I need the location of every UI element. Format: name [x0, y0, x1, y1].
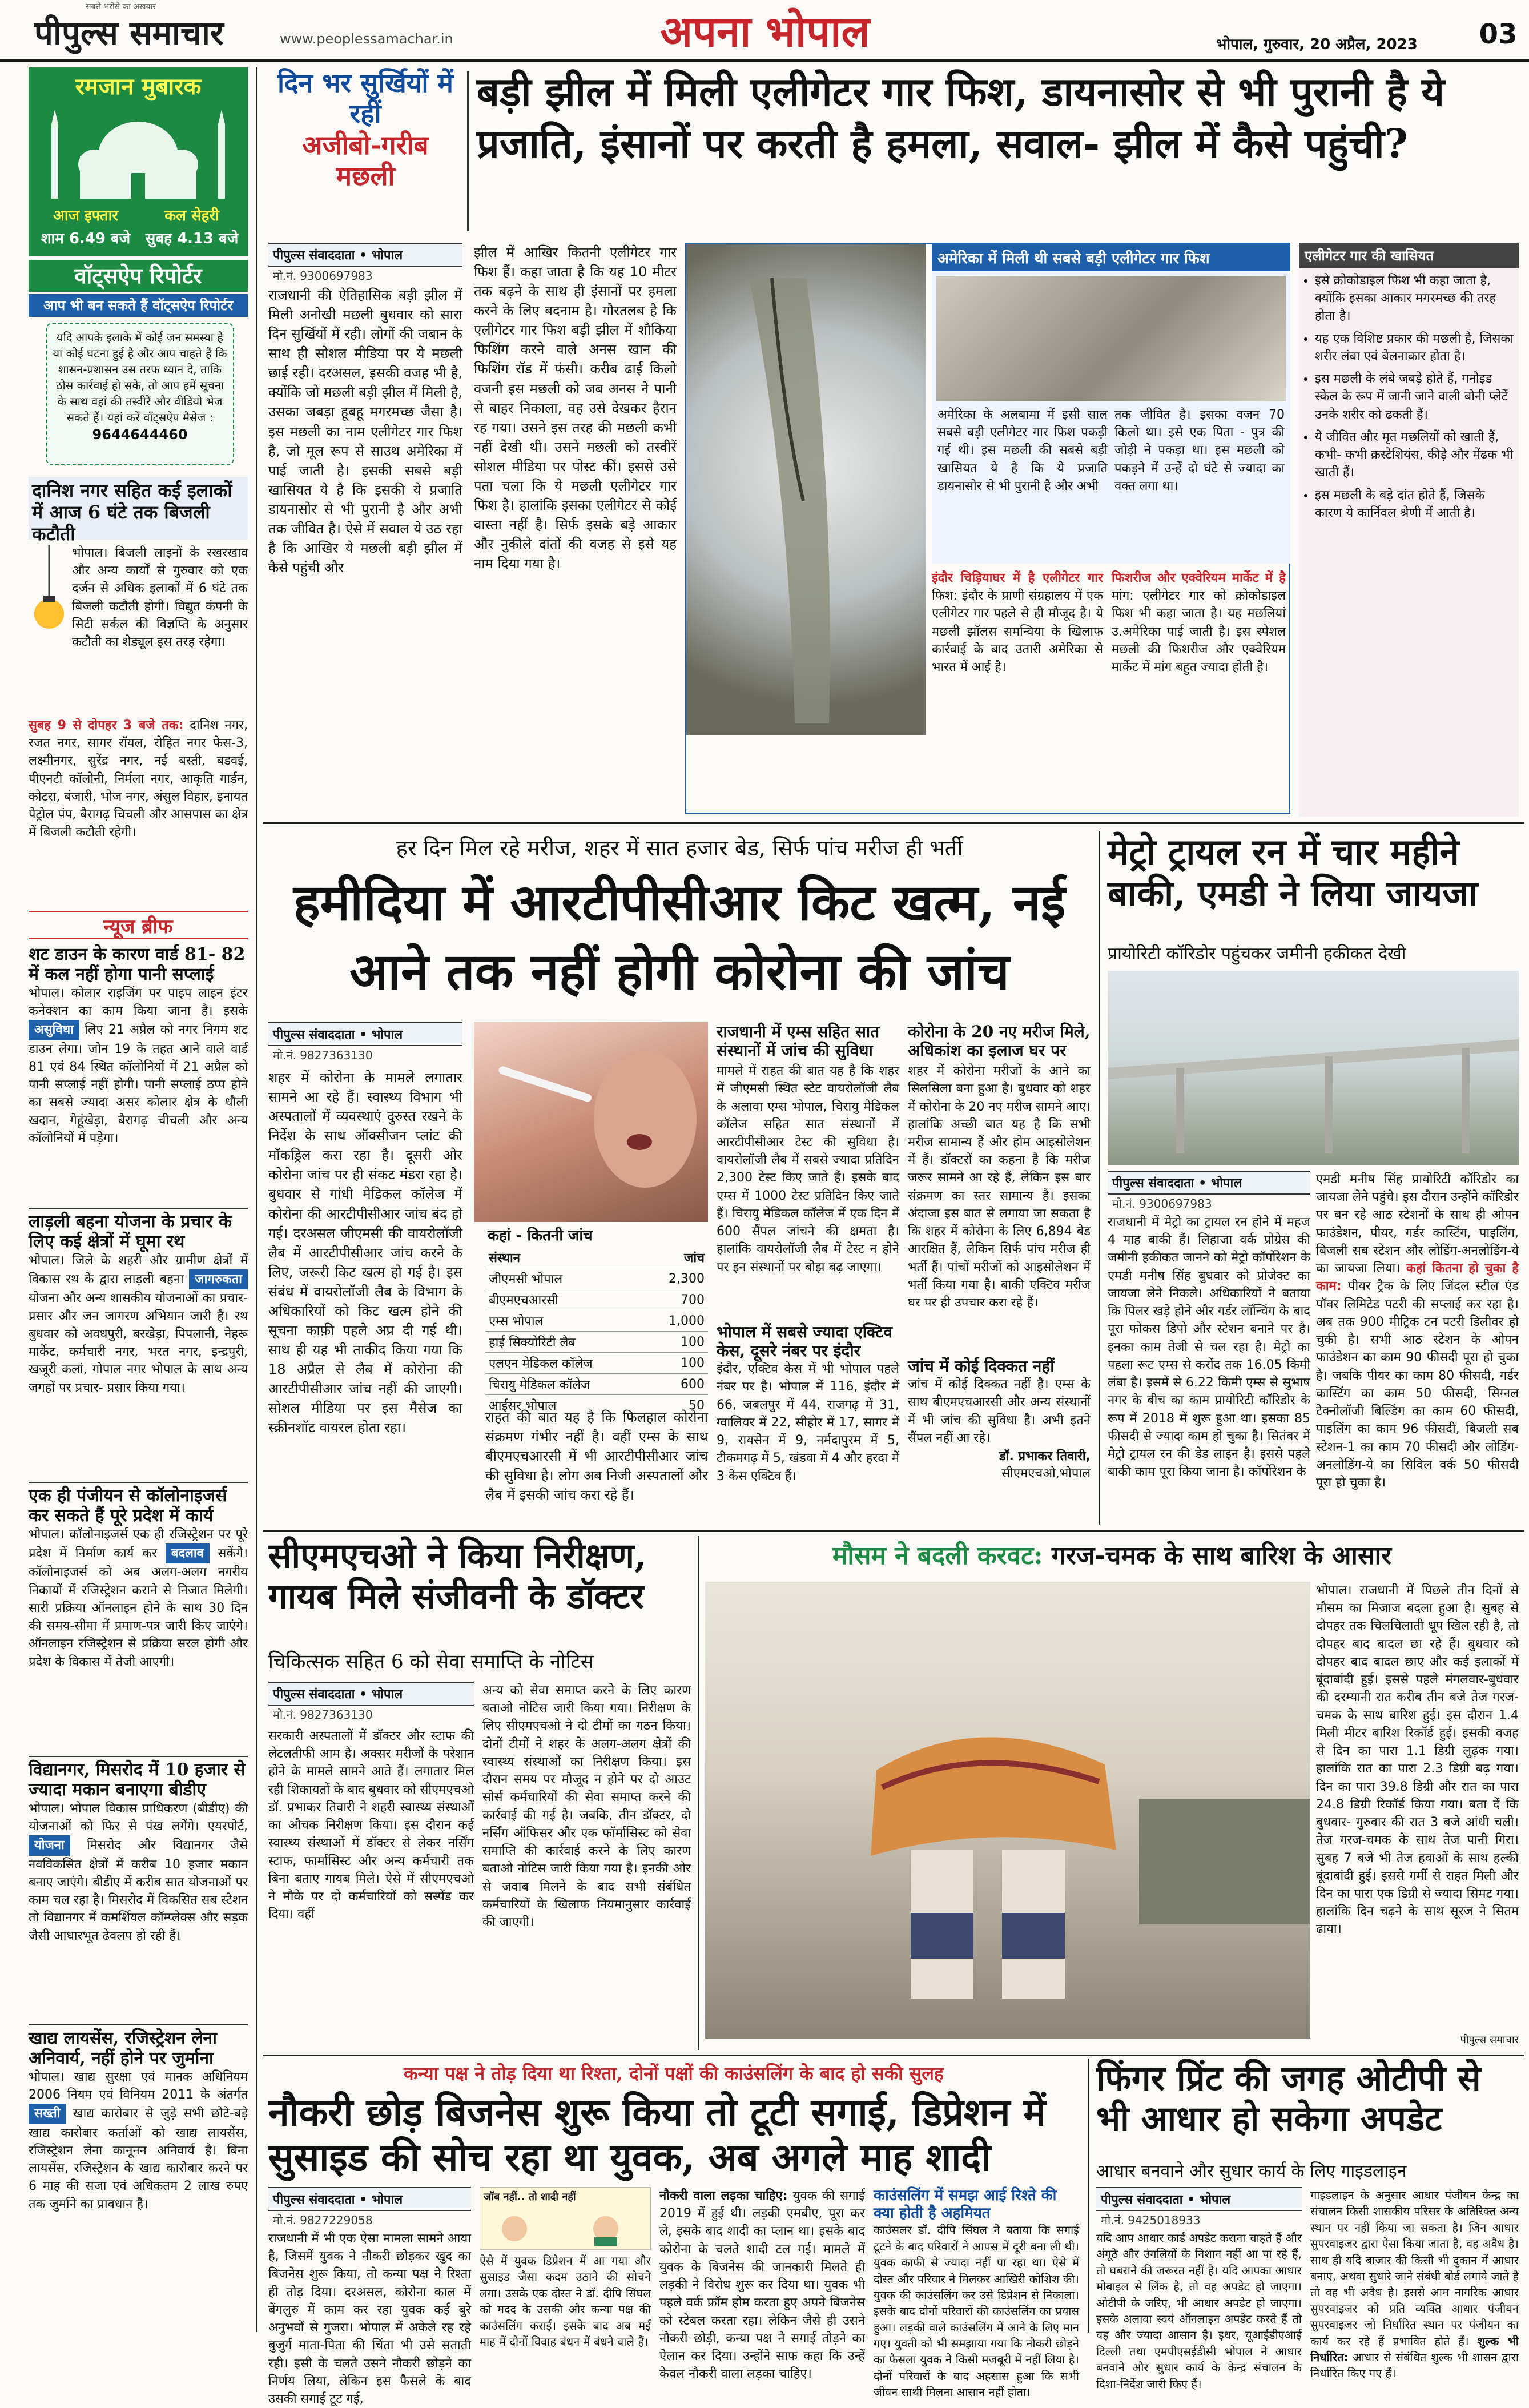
gar-america-text2: तक जीवित है। इसका वजन 70 किलो था। इसे एक पिता - पुत्र की जोड़ी ने पकड़ा था। इस मछली को पकड़ने में उन्हें दो घंटे से ज्यादा का वक्त लगा था। — [1114, 408, 1285, 493]
gar-america-text1: अमेरिका के अलबामा में इसी साल सबसे बड़ी एलीगेटर गार फिश पकड़ी गई थी। इस मछली की सबसे बड़ी खासियत ये है कि ये प्रजाति डायनासोर से भी पुरानी है और अभी — [937, 408, 1108, 493]
brief-item-5 — [29, 2024, 248, 2333]
table-cell: 700 — [646, 1289, 708, 1310]
brief-headline: लाड़ली बहना योजना के प्रचार के लिए कई क्षेत्रों में घूमा रथ — [29, 1212, 232, 1252]
table-row — [485, 1374, 708, 1395]
gar-headline: बड़ी झील में मिली एलीगेटर गार फिश, डायनासोर से भी पुरानी है ये प्रजाति, इंसानों पर करती है हमला, सवाल- झील में कैसे पहुंची? — [477, 68, 1444, 167]
counsel-box — [874, 2187, 1079, 2399]
brief-text: भोपाल। जिले के शहरी और ग्रामीण क्षेत्रों में विकास रथ के द्वारा लाड़ली बहना — [29, 1253, 248, 1287]
brief-text: भोपाल। कोलार राइजिंग पर पाइप लाइन इंटर कनेक्शन का काम किया जाना है। इसके — [29, 986, 248, 1019]
weather-credit: पीपुल्स समाचार — [1460, 2034, 1519, 2046]
cmho-sub: चिकित्सक सहित 6 को सेवा समाप्ति के नोटिस — [268, 1650, 594, 1673]
power-cut-schedule — [29, 717, 248, 905]
aiims-head: राजधानी में एम्स सहित सात संस्थानों में जांच की सुविधा — [717, 1022, 880, 1060]
whatsapp-phone[interactable]: 9644644460 — [92, 427, 188, 443]
table-cell: हाई सिक्योरिटी लैब — [485, 1332, 646, 1353]
brief-item-3 — [29, 1482, 248, 1750]
test-table-box — [485, 1222, 708, 1413]
metro-byline — [1108, 1171, 1310, 1211]
mobile-number: मो.नं. 9827229058 — [273, 2213, 373, 2227]
rishta-headline: नौकरी छोड़ बिजनेस शुरू किया तो टूटी सगाई, डिप्रेशन में सुसाइड की सोच रहा था युवक, अब अगले माह शादी — [268, 2090, 1046, 2180]
gar-kicker — [268, 67, 462, 239]
cmho-byline — [268, 1682, 474, 1722]
table-cell: 100 — [646, 1353, 708, 1374]
gar-divider — [467, 71, 469, 231]
brief-headline: एक ही पंजीयन से कॉलोनाइजर्स कर सकते हैं पूरे प्रदेश में कार्य — [29, 1486, 227, 1526]
table-cell: 100 — [646, 1332, 708, 1353]
mobile-number: मो.नं. 9300697983 — [1112, 1197, 1212, 1211]
brief-text: खाद्य कारोबार से जुड़े सभी छोटे-बड़े खाद्य कारोबार कर्ताओं को खाद्य लायसेंस, रजिस्ट्रेशन लेना कानूनन अनिवार्य है। बिना लायसेंस, रजिस्ट्रेशन के खाद्य कारोबार करने पर 6 माह की सजा एवं अधिकतम 2 लाख रुपए तक जुर्माने का प्रावधान है। — [29, 2107, 248, 2212]
table-cell: जीएमसी भोपाल — [485, 1268, 646, 1289]
test-table — [485, 1247, 708, 1416]
metro-col2-text: एमडी मनीष सिंह प्रायोरिटी कॉरिडोर का जायजा लेने पहुंचे। इस दौरान उन्होंने कॉरिडोर पर बन रहे आठ स्टेशनों के साथ ही ओपन फाउंडेशन, पीयर, गर्डर कास्टिंग, पाइलिंग, बिजली सब स्टेशन और लोडिंग-अनलोडिंग-ये का जायजा लिया। — [1316, 1172, 1519, 1276]
brief-tag: बदलाव — [166, 1543, 210, 1563]
quote-head: जांच में कोई दिक्कत नहीं — [908, 1357, 1055, 1376]
weather-heading — [705, 1536, 1519, 1576]
brief-tag: जागरुकता — [189, 1269, 248, 1289]
masthead — [0, 0, 1529, 62]
rishta-kicker: कन्या पक्ष ने तोड़ दिया था रिश्ता, दोनों पक्षों की काउंसलिंग के बाद हो सकी सुलह — [404, 2063, 944, 2084]
aadhaar-col2-text: गाइडलाइन के अनुसार आधार पंजीयन केन्द्र का संचालन किसी शासकीय परिसर के अतिरिक्त अन्य स्थान पर नहीं किया जा सकता है। जिन आधार सुपरवाइजर द्वारा ऐसा किया जाता है, वह अवैध है। साथ ही यदि बाजार की किसी भी दुकान में आधार बनाए, अथवा सुधारे जाने संबंधी बोर्ड लगाये जाते है तो वह भी अवैध है। इससे आम नागरिक आधार सुपरवाइजर को प्रति व्यक्ति आधार पंजीयन सुपरवाइजर जो निर्धारित स्थान पर पंजीयन का कार्य कर रहे हैं प्रभावित होते हैं। — [1310, 2188, 1519, 2348]
mobile-number: मो.नं. 9425018933 — [1101, 2213, 1201, 2227]
table-row — [485, 1268, 708, 1289]
brief-text: भोपाल। भोपाल विकास प्राधिकरण (बीडीए) की योजनाओं को फिर से पंख लगेंगे। एयरपोर्ट, — [29, 1802, 248, 1834]
table-cell: 1,000 — [646, 1310, 708, 1332]
rtpcr-kicker: हर दिन मिल रहे मरीज, शहर में सात हजार बेड, सिर्फ पांच मरीज ही भर्ती — [396, 835, 963, 861]
table-cell: बीएमएचआरसी — [485, 1289, 646, 1310]
metro-col2-b: पीयर ट्रैक के लिए जिंदल स्टील एंड पॉवर लिमिटेड पटरी की सप्लाई कर रहा है। अब तक 900 मीट्रिक टन पटरी डिलीवर हो चुकी है। सभी आठ स्टेशन के ओपन फाउंडेशन का काम 90 फीसदी पूरा हो चुका है। जबकि पीयर का काम 80 फीसदी, गर्डर कास्टिंग का काम 50 फीसदी, सिग्नल टेक्नोलॉजी बिल्डिंग का काम 60 फीसदी, पाइलिंग का काम 96 फीसदी, बिजली सब स्टेशन-1 का काम 70 फीसदी और लोडिंग-अनलोडिंग-ये का सिविल वर्क 50 फीसदी पूरा हो चुका है। — [1316, 1279, 1519, 1490]
quote-text: जांच में कोई दिक्कत नहीं है। एम्स के साथ बीएमएचआरसी और अन्य संस्थानों में भी जांच की सुविधा है। अभी इतने सैंपल नहीं आ रहे। — [908, 1377, 1091, 1445]
new-cases-box — [908, 1022, 1091, 1525]
cmho-col1: सरकारी अस्पतालों में डॉक्टर और स्टाफ की लेटलतीफी आम है। अक्सर मरीजों के परेशान होने के मामले सामने आते हैं। लगातार मिल रही शिकायतों के बाद बुधवार को सीएमएचओ डॉ. प्रभाकर तिवारी ने शहरी स्वास्थ्य संस्थाओं का औचक निरीक्षण किया। इस दौरान कई स्वास्थ्य संस्थाओं में डॉक्टर से लेकर नर्सिंग स्टाफ, फार्मासिस्ट और अन्य कर्मचारी तक बिना बताए गायब मिले। ऐसे में सीएमएचओ ने मौके पर दो कर्मचारियों को सस्पेंड कर दिया। वहीं — [268, 1729, 474, 1922]
brief-tag: योजना — [29, 1835, 70, 1855]
brief-tag: असुविधा — [29, 1020, 79, 1040]
gar-features — [1299, 243, 1519, 817]
indore-text: फिश: इंदौर के प्राणी संग्रहालय में एक एलीगेटर गार पहले से ही मौजूद है। ये मछली झॉलस समन्विया के खिलाफ कार्रवाई के बाद उतारी अमेरिका से भारत में आई है। — [932, 589, 1103, 675]
hand-fish-photo — [936, 276, 1286, 401]
weather-kicker: मौसम ने बदली करवट: — [832, 1541, 1043, 1570]
table-cell: 50 — [646, 1395, 708, 1416]
lower-rule — [263, 2055, 1524, 2056]
whatsapp-text: यदि आपके इलाके में कोई जन समस्या है या कोई घटना हुई है और आप चाहते हैं कि शासन-प्रशासन उस तरफ ध्यान दे, ताकि ठोस कार्रवाई हो सके, तो आप हमें सूचना के साथ वहां की तस्वीरें और वीडियो भेज सकते हैं। यहां करें वॉट्सऐप मैसेज : — [53, 331, 227, 424]
quote-by: डॉ. प्रभाकर तिवारी, — [999, 1449, 1091, 1464]
quote-role: सीएमएचओ,भोपाल — [1001, 1466, 1091, 1481]
rtpcr-col1: शहर में कोरोना के मामले लगातार सामने आ रहे हैं। स्वास्थ्य विभाग भी अस्पतालों में व्यवस्थाएं दुरुस्त रखने के निर्देश के साथ ऑक्सीजन प्लांट की मॉकड्रिल करा रहा है। दूसरी ओर कोरोना जांच पर ही संकट मंडरा रहा है। बुधवार से गांधी मेडिकल कॉलेज में कोरोना की आरटीपीसीआर जांच बंद हो गई। दरअसल जीएमसी की वायरोलॉजी लैब में आरटीपीसीआर जांच करने के लिए, जरूरी किट खत्म हो गई है। इस संबंध में वायरोलॉजी लैब के विभाग के अधिकारियों को किट खत्म होने की सूचना काफ़ी पहले अप्र दी गई थी। साथ ही यह भी ताकीद किया गया कि 18 अप्रैल से लैब में कोरोना की आरटीपीसीआर जांच नहीं की जाएगी। सोशल मीडिया पर इस मैसेज का स्क्रीनशॉट वायरल होता रहा। — [268, 1070, 462, 1436]
gar-feature: • यह एक विशिष्ट प्रकार की मछली है, जिसका शरीर लंबा एवं बेलनाकार होता है। — [1315, 330, 1514, 365]
rishta-col1: राजधानी में भी एक ऐसा मामला सामने आया है, जिसमें युवक ने नौकरी छोड़कर खुद का बिजनेस शुरू किया, तो कन्या पक्ष ने रिश्ता ही तोड़ दिया। दरअसल, कोरोना काल में बेंगलुरु में काम कर रहा युवक कई बुरे अनुभवों से गुजरा। भोपाल में अकेले रह रहे बुजुर्ग माता-पिता की चिंता भी उसे सताती रही। इसी के चलते उसने नौकरी छोड़ने का निर्णय लिया, लेकिन इस फैसले के बाद उसकी सगाई टूट गई, — [268, 2232, 471, 2407]
byline: पीपुल्स संवाददाता • भोपाल — [1108, 1171, 1310, 1195]
byline: पीपुल्स संवाददाता • भोपाल — [268, 1022, 462, 1046]
table-cell: 600 — [646, 1374, 708, 1395]
new-cases-head: कोरोना के 20 नए मरीज मिले, अधिकांश का इलाज घर पर — [908, 1022, 1091, 1060]
mobile-number: मो.नं. 9827363130 — [273, 1708, 373, 1722]
table-row — [485, 1332, 708, 1353]
ramzan-box — [29, 67, 248, 256]
brief-text: सकेंगे। कॉलोनाइजर्स को अब अलग-अलग नगरीय निकायों में रजिस्ट्रेशन कराने से निजात मिलेगी। सारी प्रक्रिया ऑनलाइन होने के साथ 30 दिन की समय-सीमा में प्रमाण-पत्र जारी किए जाएंगे। ऑनलाइन रजिस्ट्रेशन से प्रक्रिया सरल होगी और प्रदेश के विकास में तेजी आएगी। — [29, 1546, 248, 1669]
news-brief-title: न्यूज ब्रीफ — [29, 911, 248, 939]
rtpcr-byline — [268, 1022, 462, 1062]
masthead-url[interactable]: www.peoplessamachar.in — [280, 31, 453, 47]
left-column-rule — [256, 67, 257, 2332]
metro-column-rule — [1099, 831, 1100, 1525]
schedule-text: दानिश नगर, रजत नगर, सागर रॉयल, रोहित नगर फेस-3, लक्ष्मीनगर, सुरेंद्र नगर, नई बस्ती, बडवई, पीएनटी कॉलोनी, निर्मला नगर, आकृति गार्डन, कोटरा, बंजारी, भोज नगर, अंसुल विहार, इनायत पेट्रोल पंप, बैरागढ़ चिचली और आसपास का क्षेत्र में बिजली कटौती रहेगी। — [29, 718, 248, 840]
active-text: इंदौर, एक्टिव केस में भी भोपाल पहले नंबर पर है। भोपाल में 116, इंदौर में 66, जबलपुर में 44, राजगढ़ में 31, ग्वालियर में 22, सीहोर में 17, सागर में 9, रायसेन में 9, नर्मदापुरम में 5, टीकमगढ़ में 5, खंडवा में 4 और हरदा में 3 केस एक्टिव हैं। — [717, 1362, 899, 1484]
gar-america-title: अमेरिका में मिली थी सबसे बड़ी एलीगेटर गार फिश — [932, 244, 1290, 271]
gar-kicker-line2: अजीबो-गरीब मछली — [302, 129, 429, 191]
gar-byline — [268, 243, 462, 283]
power-cut-body: भोपाल। बिजली लाइनों के रखरखाव और अन्य कार्यों से गुरुवार को एक दर्जन से अधिक इलाकों में 6 घंटे तक बिजली कटौती होगी। विद्युत कंपनी के सिटी सर्कल की विज्ञप्ति के अनुसार कटौती का शेड्यूल इस तरह रहेगा। — [72, 546, 248, 650]
brief-headline: विद्यानगर, मिसरोद में 10 हजार से ज्यादा मकान बनाएगा बीडीए — [29, 1760, 246, 1800]
news-brief — [29, 911, 248, 2333]
weather-column-rule — [698, 1536, 699, 2050]
power-cut-story — [29, 477, 248, 905]
gar-feature: • ये जीवित और मृत मछलियों को खाती हैं, कभी- कभी क्रस्टेशियंस, कीड़े और मेंढक भी खाती हैं। — [1315, 428, 1514, 482]
metro-col2-bold: कहां कितना हो चुका है काम: — [1316, 1261, 1519, 1294]
brief-headline: खाद्य लायसेंस, रजिस्ट्रेशन लेना अनिवार्य, नहीं होने पर जुर्माना — [29, 2028, 217, 2068]
rishta-side — [659, 2187, 865, 2382]
gar-kicker-line1: दिन भर सुर्खियों में रहीं — [277, 67, 453, 130]
brief-text: भोपाल। कॉलोनाइजर्स एक ही रजिस्ट्रेशन पर पूरे प्रदेश में निर्माण कार्य कर — [29, 1527, 248, 1561]
bulb-icon — [32, 545, 66, 660]
brief-item-2 — [29, 1208, 248, 1476]
sehri-label: कल सेहरी — [164, 207, 219, 224]
table-cell: एलएन मेडिकल कॉलेज — [485, 1353, 646, 1374]
byline: पीपुल्स संवाददाता • भोपाल — [268, 1682, 474, 1706]
rishta-side-head: नौकरी वाला लड़का चाहिए: — [659, 2189, 788, 2203]
brief-item-1 — [29, 945, 248, 1196]
test-table-title: कहां - कितनी जांच — [488, 1227, 593, 1244]
cartoon-speech: जॉब नहीं.. तो शादी नहीं — [484, 2191, 576, 2203]
table-cell: एम्स भोपाल — [485, 1310, 646, 1332]
weather-text: भोपाल। राजधानी में पिछले तीन दिनों से मौसम का मिजाज बदला हुआ है। सुबह से दोपहर तक चिलचिलाती धूप खिल रही है, तो दोपहर बाद बादल छा रहे हैं। बुधवार को दोपहर बाद बादल छाए और कई इलाकों में बूंदाबांदी हुई। इससे पहले मंगलवार-बुधवार की दरम्यानी रात करीब तीन बजे तेज गरज-चमक के साथ बारिश हुई। इस दौरान 1.4 मिली मीटर बारिश रिकॉर्ड हुई। इसकी वजह से दिन का पारा 1.1 डिग्री लुढ़क गया। हालांकि रात का पारा 2.3 डिग्री बढ़ गया। दिन का पारा 39.8 डिग्री और रात का पारा 24.8 डिग्री रिकॉर्ड किया गया। बता दें कि बुधवार- गुरुवार की रात 3 बजे आंधी चली। तेज गरज-चमक के साथ तेज पानी गिरा। सुबह 7 बजे भी तेज हवाओं के साथ हल्की बूंदाबांदी हुई। इससे गर्मी से राहत मिली और दिन का पारा एक डिग्री से ज्यादा सिमट गया। हालांकि दिन चढ़ने के साथ सूरज ने सितम ढाया। — [1316, 1583, 1519, 1937]
gar-feature: • इसे क्रोकोडाइल फिश भी कहा जाता है, क्योंकि इसका आकार मगरमच्छ की तरह होता है। — [1315, 272, 1514, 325]
whatsapp-box — [29, 260, 248, 471]
cmho-col2: अन्य को सेवा समाप्त करने के लिए कारण बताओ नोटिस जारी किया गया। निरीक्षण के लिए सीएमएचओ ने दो टीमों का गठन किया। दोनों टीमों ने शहर के अलग-अलग क्षेत्रों की स्वास्थ्य संस्थाओं का निरीक्षण किया। इस दौरान समय पर मौजूद न होने पर दो आउट सोर्स कर्मचारियों की सेवा समाप्त करने की कार्रवाई की गई है। जबकि, तीन डॉक्टर, दो नर्सिंग ऑफिसर और एक फॉर्मासिस्ट को सेवा समाप्ति की कार्रवाई करने के लिए कारण बताओ नोटिस जारी किया गया है। इनकी ओर से जवाब मिलने के बाद सभी संबंधित कर्मचारियों के खिलाफ नियमानुसार कार्रवाई की जाएगी। — [482, 1683, 691, 1930]
weather-headline: गरज-चमक के साथ बारिश के आसार — [1051, 1541, 1391, 1570]
cartoon — [480, 2187, 651, 2250]
brief-text: लिए 21 अप्रैल को नगर निगम शट डाउन लेगा। जोन 19 के तहत आने वाले वार्ड 81 एवं 84 स्थित कॉलोनियों में 21 अप्रैल को पानी सप्लाई नहीं होगी। पानी सप्लाई ठप्प होने का सबसे ज्यादा असर कोलार क्षेत्र के धौली खदान, गेहूंखेड़ा, बैरागढ़ चीचली और अन्य कॉलोनियों में पड़ेगा। — [29, 1023, 248, 1145]
table-cell: चिरायु मेडिकल कॉलेज — [485, 1374, 646, 1395]
gar-feature: • इस मछली के बड़े दांत होते हैं, जिसके कारण ये कार्निवल श्रेणी में आती है। — [1315, 487, 1514, 522]
weather-illustration — [705, 1582, 1310, 2039]
aadhaar-column-rule — [1088, 2059, 1089, 2333]
gar-america-box — [932, 244, 1290, 564]
whatsapp-title: वॉट्सऐप रिपोर्टर — [29, 260, 248, 292]
sehri-time: सुबह 4.13 बजे — [145, 230, 239, 247]
byline: पीपुल्स संवाददाता • भोपाल — [268, 243, 462, 267]
aadhaar-fee-text: आधार से संबंधित शुल्क भी शासन द्वारा निर्धारित किए गए हैं। — [1310, 2350, 1519, 2381]
active-head: भोपाल में सबसे ज्यादा एक्टिव केस, दूसरे नंबर पर इंदौर — [717, 1322, 892, 1361]
indore-head: इंदौर चिड़ियाघर में है एलीगेटर गार — [932, 571, 1103, 585]
aiims-box — [717, 1022, 899, 1525]
table-row — [485, 1310, 708, 1332]
aadhaar-byline — [1096, 2187, 1302, 2227]
table-cell: 2,300 — [646, 1268, 708, 1289]
fish-illustration — [686, 244, 926, 735]
brief-headline: शट डाउन के कारण वार्ड 81- 82 में कल नहीं होगा पानी सप्लाई — [29, 944, 246, 984]
weather-photo — [705, 1582, 1310, 2039]
swab-illustration — [474, 1022, 708, 1222]
page-number: 03 — [1479, 18, 1518, 50]
byline: पीपुल्स संवाददाता • भोपाल — [268, 2187, 471, 2211]
metro-headline: मेट्रो ट्रायल रन में चार महीने बाकी, एमडी ने लिया जायजा — [1108, 831, 1478, 915]
brief-text: योजना और अन्य शासकीय योजनाओं का प्रचार-प्रसार और जन जागरण अभियान जारी है। रथ बुधवार को अवधपुरी, बरखेड़ा, पिपलानी, नेहरू मार्केट, कर्मचारी नगर, भरत नगर, इन्द्रपुरी, खजूरी कलां, गोपाल नगर भोपाल के साथ अन्य जगहों पर प्रचार- प्रसार किया गया। — [29, 1291, 248, 1395]
byline: पीपुल्स संवाददाता • भोपाल — [1096, 2187, 1302, 2211]
swab-photo — [474, 1022, 708, 1222]
gar-features-title: एलीगेटर गार की खासियत — [1299, 243, 1519, 268]
brief-item-4 — [29, 1756, 248, 2019]
metro-col2 — [1316, 1171, 1519, 1525]
rishta-side-text: युवक की सगाई 2019 में हुई थी। लड़की एमबीए, पूरा कर ले, इसके बाद शादी का प्लान था। इसके बाद कोरोना के चलते शादी टल गई। मामले में युवक के बिजनेस की जानकारी मिलते ही लड़की ने विरोध शुरू कर दिया था। युवक भी पहले वर्क फ्रॉम होम करता हुए अपने बिजनेस को स्टेबल करता रहा। लेकिन जैसे ही उसने नौकरी छोड़ी, कन्या पक्ष ने सगाई तोड़ने का ऐलान कर दिया। उन्होंने साफ कहा कि उन्हें केवल नौकरी वाला लड़का चाहिए। — [659, 2189, 865, 2382]
iftar-label: आज इफ्तार — [53, 207, 118, 224]
new-cases-text: शहर में कोरोना मरीजों के आने का सिलसिला बना हुआ है। बुधवार को शहर में कोरोना के 20 नए मरीज सामने आए। हालांकि अच्छी बात यह है कि सभी मरीज सामान्य हैं और होम आइसोलेशन में हैं। डॉक्टरों का कहना है कि मरीज जरूर सामने आ रहे हैं, लेकिन इस बार संक्रमण का स्तर सामान्य है। इसका अंदाजा इस बात से लगाया जा सकता है कि शहर में कोरोना के लिए 6,894 बेड आरक्षित हैं, लेकिन सिर्फ पांच मरीज ही भर्ती हैं। पांचों मरीजों को आइसोलेशन में भर्ती किया गया है। बाकी एक्टिव मरीज घर पर ही उपचार करा रहे हैं। — [908, 1064, 1091, 1310]
metro-sub: प्रायोरिटी कॉरिडोर पहुंचकर जमीनी हकीकत देखी — [1108, 944, 1406, 964]
whatsapp-body — [46, 323, 234, 465]
fish-photo — [686, 244, 926, 735]
mobile-number: मो.नं. 9300697983 — [273, 269, 373, 283]
table-header: संस्थान — [485, 1247, 646, 1268]
brief-text: मिसरोद और विद्यानगर जैसे नवविकसित क्षेत्रों में करीब 10 हजार मकान बनाए जाएंगे। बीडीए में करीब सात योजनाओं पर काम चल रहा है। मिसरोद में विकसित सब स्टेशन तो विद्यानगर में कमर्शियल कॉम्प्लेक्स और सड़क जैसी आधारभूत ढेवलप हो रही हैं। — [29, 1838, 248, 1943]
mosque-icon — [40, 102, 236, 199]
counsel-text: काउंसलर डॉ. दीपि सिंघल ने बताया कि सगाई टूटने के बाद परिवारों ने आपस में दूरी बना ली थी। युवक काफी से ज्यादा नहीं पा रहा था। ऐसे में दोस्त और परिवार ने मिलकर आखिरी कोशिश की। युवक की काउंसलिंग कर उसे डिप्रेशन से निकाला। इसके बाद दोनों परिवारों की काउंसलिंग का प्रयास हुआ। लड़की वाले काउंसलिंग में आने के लिए मान गए। युवती को भी समझाया गया कि नौकरी छोड़ने का फैसला युवक ने किसी मजबूरी में नहीं लिया है। दोनों परिवारों के बाद अहसास हुआ कि सभी जीवन साथी मिलना आसान नहीं होता। — [874, 2223, 1079, 2399]
counsel-head: काउंसलिंग में समझ आई रिश्ते की क्या होती है अहमियत — [874, 2187, 1057, 2222]
fishery-head: फिशरीज और एक्वेरियम मार्केट में है — [1112, 571, 1286, 585]
aadhaar-headline: फिंगर प्रिंट की जगह ओटीपी से भी आधार हो सकेगा अपडेट — [1096, 2059, 1481, 2139]
ramzan-title: रमजान मुबारक — [75, 73, 202, 100]
aadhaar-col2 — [1310, 2187, 1519, 2381]
cmho-headline: सीएमएचओ ने किया निरीक्षण, गायब मिले संजीवनी के डॉक्टर — [268, 1536, 646, 1617]
rishta-byline — [268, 2187, 471, 2227]
table-header: जांच — [646, 1247, 708, 1268]
gar-bottom-rule — [263, 822, 1524, 824]
mobile-number: मो.नं. 9827363130 — [273, 1048, 373, 1062]
gar-photo-box — [685, 243, 1290, 814]
whatsapp-sub: आप भी बन सकते हैं वॉट्सऐप रिपोर्टर — [29, 294, 248, 317]
section-title: अपना भोपाल — [660, 7, 870, 57]
brief-text: भोपाल। खाद्य सुरक्षा एवं मानक अधिनियम 2006 नियम एवं विनियम 2011 के अंतर्गत — [29, 2070, 248, 2103]
metro-col1: राजधानी में मेट्रो का ट्रायल रन होने में महज 4 माह बाकी हैं। लिहाजा वर्क प्रोग्रेस की जमीनी हकीकत जानने को मेट्रो कॉर्पोरेशन के एमडी मनीष सिंह बुधवार को प्रोजेक्ट का जायजा लेने निकले। अधिकारियों ने बताया कि पिलर खड़े होने और गर्डर लॉन्चिंग के बाद पूरा फोकस डिपो और स्टेशन बनाने पर है। इनका काम तेजी से चल रहा है। मेट्रो का पहला रूट एम्स से करोंद तक 16.05 किमी लंबा है। इसमें से 6.22 किमी एम्स से सुभाष नगर के बीच का काम प्रायोरिटी कॉरिडोर के रूप में 2018 में शुरू हुआ था। इसका 85 फीसदी से ज्यादा काम हो चुका है। सितंबर में मेट्रो ट्रायल रन की डेड लाइन है। इससे पहले बाकी काम पूरा किया जाना है। कॉर्पोरेशन के — [1108, 1215, 1310, 1480]
masthead-logo: पीपुल्स समाचार — [34, 14, 224, 53]
rtpcr-col2: राहत की बात यह है कि फिलहाल कोरोना संक्रमण गंभीर नहीं है। वहीं एम्स के साथ बीएमएचआरसी में भी आरटीपीसीआर जांच की सुविधा है। लोग अब निजी अस्पतालों और लैब में इसकी जांच करा रहे हैं। — [485, 1409, 708, 1504]
fishery-box — [1112, 569, 1286, 741]
cartoon-figures-icon — [480, 2206, 651, 2246]
table-cell: आईसर भोपाल — [485, 1395, 646, 1416]
iftar-time: शाम 6.49 बजे — [41, 230, 131, 247]
aadhaar-fee-label: शुल्क भी निर्धारित: — [1310, 2334, 1519, 2364]
aadhaar-sub: आधार बनवाने और सुधार कार्य के लिए गाइडलाइन — [1096, 2161, 1407, 2181]
gar-col2: झील में आखिर कितनी एलीगेटर गार फिश हैं। कहा जाता है कि यह 10 मीटर तक बढ़ने के साथ ही इंसानों पर हमला करने के लिए बदनाम है। गौरतलब है कि एलीगेटर गार फिश बड़ी झील में शौकिया फिशिंग करने वाले अनस खान की फिशिंग रॉड में फंसी। करीब ढाई किलो वजनी इस मछली को जब अनस ने पानी से बाहर निकाला, वह उसे देखकर हैरान रह गया। उसने इस तरह की मछली कभी नहीं देखी थी। उसने मछली को तस्वीरें सोशल मीडिया पर पोस्ट कीं। इससे उसे पता चला कि ये मछली एलीगेटर गार फिश है। हालांकि इसका एलीगेटर से कोई वास्ता नहीं है। सिर्फ इसके बड़े आकार और नुकीले दांतों की वजह से इसे यह नाम दिया गया है। — [474, 244, 677, 572]
aiims-text: मामले में राहत की बात यह है कि शहर में जीएमसी स्थित स्टेट वायरोलॉजी लैब के अलावा एम्स भोपाल, चिरायु मेडिकल कॉलेज सहित सात संस्थानों में आरटीपीसीआर टेस्ट की सुविधा है। वायरोलॉजी लैब में सबसे ज्यादा प्रतिदिन 2,300 टेस्ट किए जाते हैं। इसके बाद एम्स में 1000 टेस्ट प्रतिदिन किए जाते हैं। चिरायु मेडिकल कॉलेज में एक दिन में 600 सैंपल जांचने की क्षमता है। हालांकि वायरोलॉजी लैब में टेस्ट न होने पर इन संस्थानों पर बोझ बढ़ जाएगा। — [717, 1064, 899, 1275]
gar-feature: • इस मछली के लंबे जबड़े होते हैं, गनोइड स्केल के रूप में जानी जाने वाली बोनी प्लेटें उनके शरीर को ढकती हैं। — [1315, 370, 1514, 424]
brief-tag: सख्ती — [29, 2104, 66, 2124]
metro-photo — [1108, 971, 1519, 1165]
metro-illustration — [1108, 971, 1519, 1165]
indore-box — [932, 569, 1103, 741]
power-cut-headline: दानिश नगर सहित कई इलाकों में आज 6 घंटे तक बिजली कटौती — [29, 477, 248, 540]
mid-rule — [263, 1530, 1524, 1532]
table-row — [485, 1289, 708, 1310]
fishery-text: मांग: एलीगेटर गार को क्रोकोडाइल फिश भी कहा जाता है। यह मछलियां उ.अमेरिका पाई जाती है। इस स्पेशल मछली की फिशरीज और एक्वेरियम मार्केट में मांग बहुत ज्यादा होती है। — [1112, 589, 1286, 675]
gar-col1: राजधानी की ऐतिहासिक बड़ी झील में मिली अनोखी मछली बुधवार को सारा दिन सुर्खियों में रही। लोगों की जबान के साथ ही सोशल मीडिया पर ये मछली छाई रही। दरअसल, इसकी वजह भी है, क्योंकि जो मछली बड़ी झील में मिली है, उसका जबड़ा हूबहू मगरमच्छ जैसा है। इस मछली का नाम एलीगेटर गार फिश है, जो मूल रूप से साउथ अमेरिका में पाई जाती है। इसकी सबसे बड़ी खासियत ये है कि इसकी ये प्रजाति डायनासोर से भी पुरानी है और अभी तक जीवित है। ऐसे में सवाल ये उठ रहा है कि आखिर ये मछली बड़ी झील में कैसे पहुंची और — [268, 287, 462, 576]
aadhaar-col1: यदि आप आधार कार्ड अपडेट कराना चाहते हैं और अंगूठे और उंगलियों के निशान नहीं आ पा रहे हैं, तो घबराने की जरूरत नहीं है। यदि आपका आधार मोबाइल से लिंक है, तो वह अपडेट हो जाएगा। ओटीपी के जरिए, भी आधार अपडेट हो जाएगा। इसके अलावा स्वयं ऑनलाइन अपडेट करते हैं तो वह और ज्यादा आसान है। इधर, यूआईडीएआई दिल्ली तथा एमपीएसईडीसी भोपाल ने आधार बनवाने और सुधार कार्य के केन्द्र संचालन के दिशा-निर्देश जारी किए हैं। — [1096, 2231, 1302, 2391]
rishta-col2: ऐसे में युवक डिप्रेशन में आ गया और सुसाइड जैसा कदम उठाने की सोचने लगा। उसके एक दोस्त ने डॉ. दीपि सिंघल को मदद के उसकी और कन्या पक्ष की काउंसलिंग कराई। इसके बाद अब मई माह में दोनों विवाह बंधन में बंधने वाले हैं। — [480, 2254, 651, 2349]
table-row — [485, 1353, 708, 1374]
schedule-label: सुबह 9 से दोपहर 3 बजे तक: — [29, 718, 184, 733]
masthead-tagline: सबसे भरोसे का अखबार — [86, 2, 156, 11]
dateline: भोपाल, गुरुवार, 20 अप्रैल, 2023 — [1216, 36, 1418, 53]
rtpcr-headline: हमीदिया में आरटीपीसीआर किट खत्म, नई आने तक नहीं होगी कोरोना की जांच — [293, 873, 1066, 1002]
